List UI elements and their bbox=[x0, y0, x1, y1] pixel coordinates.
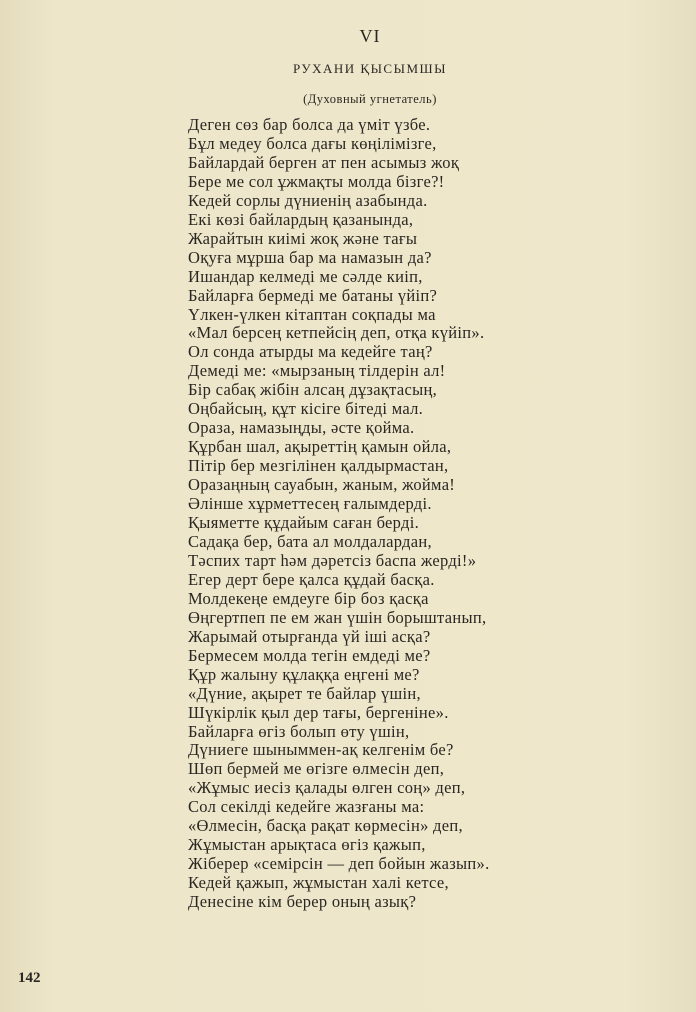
poem-line: Үлкен-үлкен кітаптан соқпады ма bbox=[188, 304, 436, 324]
poem-line: Байлардай берген ат пен асымыз жоқ bbox=[188, 152, 460, 172]
poem-line: Екі көзі байлардың қазанында, bbox=[188, 209, 414, 229]
poem-line: Тәспих тарт һәм дәретсіз баспа жерді!» bbox=[188, 550, 477, 570]
poem-line: Пітір бер мезгілінен қалдырмастан, bbox=[188, 456, 449, 476]
poem-line: Ишандар келмеді ме сәлде киіп, bbox=[188, 266, 423, 286]
poem-line: Бұл медеу болса дағы көңілімізге, bbox=[188, 133, 437, 153]
poem-line: Жұмыстан арықтаса өгіз қажып, bbox=[188, 835, 426, 855]
poem-line: Байларға бермеді ме батаны үйіп? bbox=[188, 285, 438, 305]
poem-line: Жарымай отырғанда үй іші асқа? bbox=[188, 626, 431, 646]
poem-line: Бермесем молда тегін емдеді ме? bbox=[188, 645, 431, 665]
poem-line: Садақа бер, бата ал молдалардан, bbox=[188, 531, 432, 551]
poem-line: Демеді ме: «мырзаның тілдерін ал! bbox=[188, 361, 446, 381]
poem-line: Жіберер «семірсін — деп бойын жазып». bbox=[188, 854, 490, 874]
poem-line: «Дүние, ақырет те байлар үшін, bbox=[188, 683, 421, 703]
poem-line: «Өлмесін, басқа рақат көрмесін» деп, bbox=[188, 816, 463, 836]
poem-line: Бере ме сол ұжмақты молда бізге?! bbox=[188, 171, 445, 191]
chapter-number: VI bbox=[359, 26, 381, 46]
poem-line: Құр жалыну құлаққа еңгені ме? bbox=[188, 664, 420, 684]
poem-line: Бір сабақ жібін алсаң дұзақтасың, bbox=[188, 380, 438, 400]
poem-line: «Жұмыс иесіз қалады өлген соң» деп, bbox=[188, 778, 466, 798]
poem-line: Шөп бермей ме өгізге өлмесін деп, bbox=[188, 759, 445, 779]
poem-title: РУХАНИ ҚЫСЫМШЫ bbox=[293, 61, 447, 76]
poem-line: Кедей сорлы дүниенің азабында. bbox=[188, 190, 428, 210]
poem-line: Әлінше хұрметтесең ғалымдерді. bbox=[188, 494, 432, 514]
poem-line: Денесіне кім берер оның азық? bbox=[188, 892, 417, 912]
poem-body bbox=[188, 116, 490, 912]
poem-line: Қыяметте құдайым саған берді. bbox=[188, 513, 420, 533]
poem-line: Кедей қажып, жұмыстан халі кетсе, bbox=[188, 873, 449, 893]
poem-line: Ол сонда атырды ма кедейге таң? bbox=[188, 342, 433, 362]
poem-line: Сол секілді кедейге жазғаны ма: bbox=[188, 797, 425, 817]
poem-line: Құрбан шал, ақыреттің қамын ойла, bbox=[188, 437, 452, 457]
poem-line: Ораза, намазыңды, әсте қойма. bbox=[188, 418, 415, 438]
poem-line: «Мал берсең кетпейсің деп, отқа күйіп». bbox=[188, 323, 485, 343]
poem-line: Оразаңның сауабын, жаным, жойма! bbox=[188, 475, 456, 495]
page-number: 142 bbox=[18, 970, 41, 986]
poem-line: Жарайтын киімі жоқ және тағы bbox=[188, 228, 418, 248]
poem-subtitle: (Духовный угнетатель) bbox=[303, 92, 437, 106]
poem-line: Байларға өгіз болып өту үшін, bbox=[188, 721, 410, 741]
poem-line: Молдекеңе емдеуге бір боз қасқа bbox=[188, 588, 429, 608]
poem-line: Өңгертпеп пе ем жан үшін борыштанып, bbox=[188, 607, 487, 627]
poem-line: Дүниеге шыныммен-ақ келгенім бе? bbox=[188, 740, 454, 760]
poem-line: Оқуға мұрша бар ма намазын да? bbox=[188, 247, 432, 267]
poem-line: Деген сөз бар болса да үміт үзбе. bbox=[188, 115, 431, 134]
poem-line: Егер дерт бере қалса құдай басқа. bbox=[188, 569, 435, 589]
poem-line: Оңбайсың, құт кісіге бітеді мал. bbox=[188, 399, 424, 419]
poem-line: Шүкірлік қыл дер тағы, бергеніне». bbox=[188, 702, 449, 722]
